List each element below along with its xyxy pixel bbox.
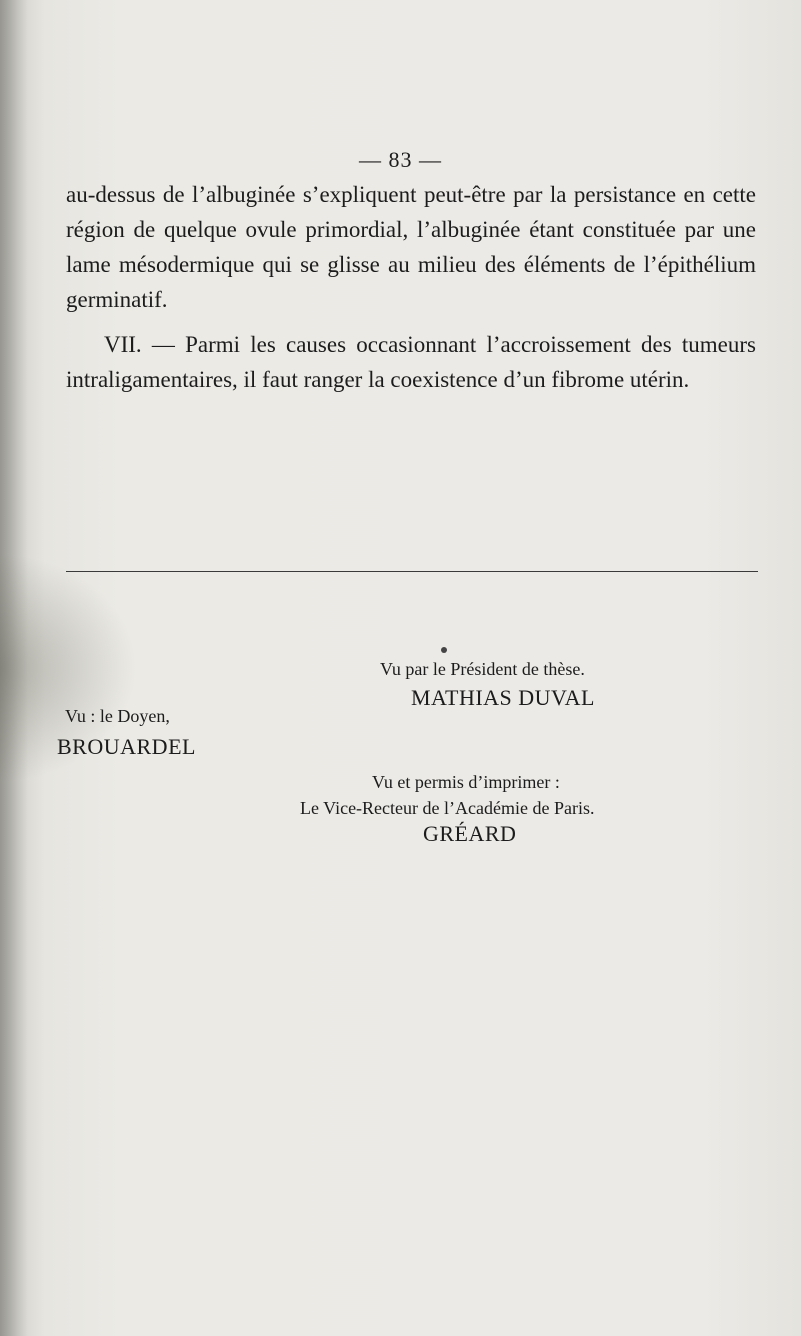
vice-rector-label: Le Vice-Recteur de l’Académie de Paris. bbox=[300, 798, 595, 818]
paragraph-conclusion-vii: VII. — Parmi les causes occasionnant l’accroissement des tumeurs intraligamentaires, il faut ranger la coexistence d’un fibrome utérin. bbox=[66, 332, 756, 392]
dean-name: BROUARDEL bbox=[57, 734, 196, 759]
paragraph-albuginee: au-dessus de l’albuginée s’expliquent peut-être par la persistance en cette région de quelque ovule primordial, l’albuginée étant constituée par une lame mésodermique qui se glisse au milieu des éléments de l’épithélium germinatif. bbox=[66, 182, 756, 312]
vice-rector-name: GRÉARD bbox=[423, 821, 517, 846]
horizontal-rule bbox=[66, 571, 758, 572]
president-approval-label: Vu par le Président de thèse. bbox=[380, 659, 585, 679]
page-number: — 83 — bbox=[359, 147, 442, 172]
president-name: MATHIAS DUVAL bbox=[411, 685, 595, 710]
spine-shadow bbox=[0, 0, 28, 1336]
print-permit-label: Vu et permis d’imprimer : bbox=[372, 772, 560, 792]
ornament-dot bbox=[441, 647, 447, 653]
body-text bbox=[66, 177, 756, 397]
dean-approval-label: Vu : le Doyen, bbox=[65, 706, 170, 726]
